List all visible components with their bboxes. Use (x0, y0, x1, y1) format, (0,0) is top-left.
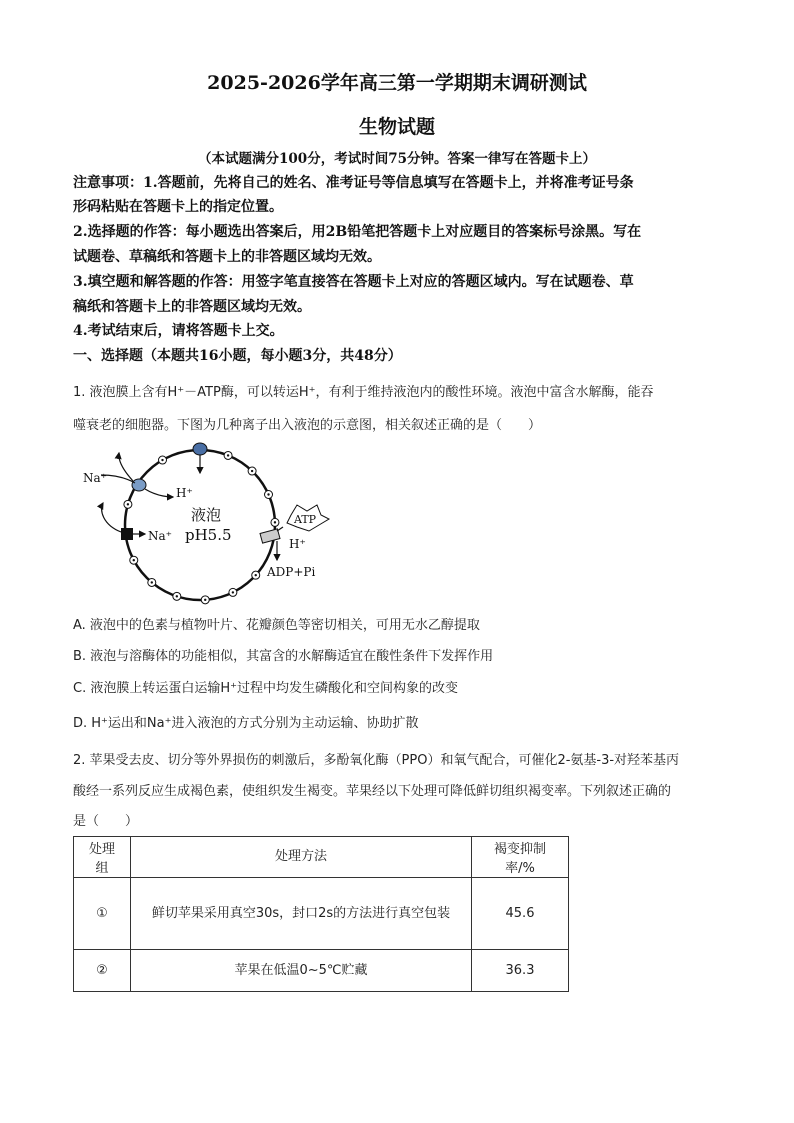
table-cell: 苹果在低温0~5℃贮藏 (131, 950, 472, 992)
table-cell: ② (74, 950, 131, 992)
instruction-line: 稿纸和答题卡上的非答题区域均无效。 (73, 299, 311, 315)
section-heading: 一、选择题（本题共16小题，每小题3分，共48分） (73, 348, 402, 364)
question-1-option-b: B. 液泡与溶酶体的功能相似，其富含的水解酶适宜在酸性条件下发挥作用 (73, 649, 494, 664)
membrane-dot-center (274, 521, 276, 523)
table-cell: 鲜切苹果采用真空30s，封口2s的方法进行真空包装 (131, 878, 472, 950)
question-2-stem: 是（ ） (73, 814, 139, 829)
treatment-table (73, 836, 569, 992)
exam-note: （本试题满分100分，考试时间75分钟。答案一律写在答题卡上） (198, 151, 596, 167)
membrane-dot-center (227, 454, 229, 456)
question-1-option-a: A. 液泡中的色素与植物叶片、花瓣颜色等密切相关，可用无水乙醇提取 (73, 618, 480, 633)
question-1-option-d: D. H⁺运出和Na⁺进入液泡的方式分别为主动运输、协助扩散 (73, 716, 419, 731)
question-2-stem: 2. 苹果受去皮、切分等外界损伤的刺激后，多酚氧化酶（PPO）和氧气配合，可催化2-氨基-3-对羟苯基丙 (73, 753, 680, 768)
table-header-row (74, 837, 569, 878)
h-label-right: H⁺ (289, 537, 306, 551)
membrane-dot-center (232, 591, 234, 593)
adp-label: ADP+Pi (267, 565, 316, 579)
membrane-dot-center (127, 503, 129, 505)
table-header: 处理方法 (131, 837, 472, 878)
na-label-mid: Na⁺ (148, 529, 172, 543)
membrane-dot-center (204, 599, 206, 601)
table-header: 褐变抑制率/% (472, 837, 569, 878)
subject-title: 生物试题 (358, 116, 435, 138)
ph-label: pH5.5 (185, 526, 232, 544)
vacuole-label: 液泡 (191, 506, 222, 524)
na-label-top: Na⁺ (83, 471, 107, 485)
instruction-line: 3.填空题和解答题的作答：用签字笔直接答在答题卡上对应的答题区域内。写在试题卷、草 (73, 274, 634, 290)
question-1-stem: 1. 液泡膜上含有H⁺－ATP酶，可以转运H⁺，有利于维持液泡内的酸性环境。液泡中富含水解酶，能吞 (73, 385, 654, 400)
atp-label: ATP (294, 513, 317, 526)
na-channel (121, 528, 133, 540)
membrane-dot-center (251, 470, 253, 472)
table-cell: ① (74, 878, 131, 950)
membrane-dot-center (133, 559, 135, 561)
na-h-antiporter (132, 479, 146, 491)
membrane-dot-center (151, 581, 153, 583)
question-1-option-c: C. 液泡膜上转运蛋白运输H⁺过程中均发生磷酸化和空间构象的改变 (73, 681, 458, 696)
vacuole-ion-diagram (73, 435, 333, 605)
instruction-line: 2.选择题的作答：每小题选出答案后，用2B铅笔把答题卡上对应题目的答案标号涂黑。写在 (73, 224, 642, 240)
membrane-dot-center (255, 574, 257, 576)
table-cell: 36.3 (472, 950, 569, 992)
table-row (74, 950, 569, 992)
exam-title: 2025-2026学年高三第一学期期末调研测试 (207, 72, 587, 94)
h-label-top: H⁺ (176, 486, 193, 500)
membrane-dot-center (267, 493, 269, 495)
instruction-line: 注意事项：1.答题前，先将自己的姓名、准考证号等信息填写在答题卡上，并将准考证号条 (73, 175, 634, 191)
table-cell: 45.6 (472, 878, 569, 950)
instruction-line: 4.考试结束后，请将答题卡上交。 (73, 323, 284, 339)
question-2-stem: 酸经一系列反应生成褐色素，使组织发生褐变。苹果经以下处理可降低鲜切组织褐变率。下列叙述正确的 (73, 784, 672, 799)
membrane-dot-center (161, 459, 163, 461)
question-1-stem: 噬衰老的细胞器。下图为几种离子出入液泡的示意图，相关叙述正确的是（ ） (73, 418, 542, 433)
membrane-dot-center (176, 595, 178, 597)
table-row (74, 878, 569, 950)
instruction-line: 试题卷、草稿纸和答题卡上的非答题区域均无效。 (73, 249, 381, 265)
top-channel (193, 443, 207, 455)
instruction-line: 形码粘贴在答题卡上的指定位置。 (73, 199, 283, 215)
table-header: 处理组 (74, 837, 131, 878)
